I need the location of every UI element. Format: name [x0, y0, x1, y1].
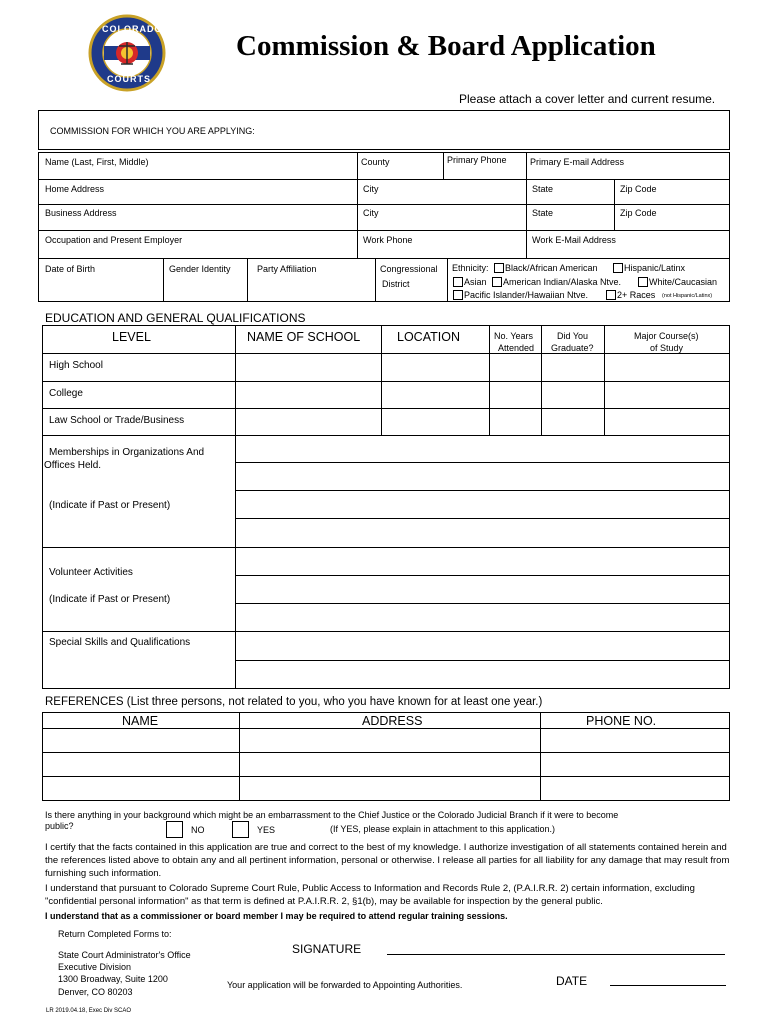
attach-note: Please attach a cover letter and current resume.: [459, 92, 716, 106]
col-graduate-2: Graduate?: [551, 343, 594, 353]
yes-checkbox[interactable]: [232, 821, 249, 838]
home-zip-label[interactable]: Zip Code: [620, 184, 657, 194]
if-yes-note: (If YES, please explain in attachment to this application.): [330, 824, 555, 834]
row-college: College: [49, 388, 83, 399]
ethnicity-checkbox-hispanic[interactable]: [613, 263, 623, 273]
memberships-label-2: Offices Held.: [44, 460, 102, 471]
ethnicity-option-asian: Asian: [464, 277, 487, 287]
gender-label[interactable]: Gender Identity: [169, 264, 231, 274]
ethnicity-checkbox-black[interactable]: [494, 263, 504, 273]
understand-text: I understand that pursuant to Colorado Supreme Court Rule, Public Access to Information and Records Rule 2, (P.A.I.R.R. 2) certain information, excluding "confidential personal information" as that term is defined at P.A.I.R.R. 2, §1(b), may be available for inspection by the general public.: [45, 883, 695, 907]
business-zip-label[interactable]: Zip Code: [620, 208, 657, 218]
forwarded-note: Your application will be forwarded to Appointing Authorities.: [227, 980, 463, 990]
row-high-school: High School: [49, 360, 103, 371]
return-forms-label: Return Completed Forms to:: [58, 929, 172, 939]
home-city-label[interactable]: City: [363, 184, 379, 194]
ethnicity-option-pacific: Pacific Islander/Hawaiian Ntve.: [464, 290, 589, 300]
background-question-1: Is there anything in your background which might be an embarrassment to the Chief Justice or the Colorado Judicial Branch if it were to become: [45, 810, 619, 820]
training-text: I understand that as a commissioner or board member I may be required to attend regular training sessions.: [45, 911, 508, 921]
references-title: REFERENCES (List three persons, not related to you, who you have known for at least one year.): [45, 696, 543, 708]
col-location: LOCATION: [397, 330, 460, 344]
yes-label: YES: [257, 825, 276, 835]
signature-line[interactable]: [387, 954, 725, 955]
certify-text: I certify that the facts contained in this application are true and correct to the best of my knowledge. I authorize investigation of all statements contained herein and the references listed above to obtain any and all pertinent information, personal or otherwise. I release all parties for all liability for any damage that may result from furnishing such information.: [45, 842, 730, 879]
primary-email-label[interactable]: Primary E-mail Address: [530, 157, 625, 167]
col-years-1: No. Years: [494, 331, 534, 341]
commission-label: COMMISSION FOR WHICH YOU ARE APPLYING:: [50, 126, 255, 136]
col-major-2: of Study: [650, 343, 684, 353]
dob-label[interactable]: Date of Birth: [45, 264, 96, 274]
ethnicity-label: Ethnicity:: [452, 263, 489, 273]
row-law-school: Law School or Trade/Business: [49, 415, 185, 426]
no-label: NO: [191, 825, 205, 835]
col-major-1: Major Course(s): [634, 331, 699, 341]
date-label: DATE: [556, 974, 588, 988]
col-school: NAME OF SCHOOL: [247, 330, 361, 344]
work-email-label[interactable]: Work E-Mail Address: [532, 235, 616, 245]
ethnicity-option-black: Black/African American: [505, 263, 598, 273]
address-line-3: 1300 Broadway, Suite 1200: [58, 974, 168, 984]
memberships-label-1: Memberships in Organizations And: [49, 447, 205, 458]
address-line-1: State Court Administrator's Office: [58, 950, 191, 960]
business-city-label[interactable]: City: [363, 208, 379, 218]
page-title: Commission & Board Application: [236, 30, 656, 62]
ethnicity-checkbox-american-indian[interactable]: [492, 277, 502, 287]
business-state-label[interactable]: State: [532, 208, 554, 218]
special-skills-label: Special Skills and Qualifications: [49, 637, 191, 648]
ref-col-address: ADDRESS: [362, 714, 423, 728]
ethnicity-option-white: White/Caucasian: [649, 277, 718, 287]
background-question-2: public?: [45, 821, 74, 831]
district-label: District: [382, 279, 410, 289]
seal-top-text: COLORADO: [102, 24, 163, 34]
primary-phone-label[interactable]: Primary Phone: [447, 155, 507, 165]
memberships-indicate: (Indicate if Past or Present): [49, 500, 171, 511]
volunteer-label: Volunteer Activities: [49, 567, 133, 578]
signature-label: SIGNATURE: [292, 942, 362, 956]
col-graduate-1: Did You: [557, 331, 589, 341]
occupation-label[interactable]: Occupation and Present Employer: [45, 235, 183, 245]
address-line-4: Denver, CO 80203: [58, 987, 133, 997]
ethnicity-option-hispanic: Hispanic/Latinx: [624, 263, 686, 273]
address-line-2: Executive Division: [58, 962, 132, 972]
col-level: LEVEL: [112, 330, 151, 344]
colorado-courts-seal: [88, 2, 166, 104]
ethnicity-option-two-plus: 2+ Races: [617, 290, 656, 300]
home-state-label[interactable]: State: [532, 184, 554, 194]
work-phone-label[interactable]: Work Phone: [363, 235, 413, 245]
seal-bottom-text: COURTS: [107, 74, 151, 84]
no-checkbox[interactable]: [166, 821, 183, 838]
ethnicity-checkbox-asian[interactable]: [453, 277, 463, 287]
ethnicity-checkbox-white[interactable]: [638, 277, 648, 287]
party-label[interactable]: Party Affiliation: [257, 264, 317, 274]
ethnicity-option-american-indian: American Indian/Alaska Ntve.: [503, 277, 622, 287]
seal-icon: [88, 2, 166, 104]
ref-col-phone: PHONE NO.: [586, 714, 657, 728]
ethnicity-checkbox-two-plus[interactable]: [606, 290, 616, 300]
col-years-2: Attended: [498, 343, 535, 353]
education-title: EDUCATION AND GENERAL QUALIFICATIONS: [45, 311, 306, 325]
ethnicity-checkbox-pacific[interactable]: [453, 290, 463, 300]
business-address-label[interactable]: Business Address: [45, 208, 117, 218]
name-label[interactable]: Name (Last, First, Middle): [45, 157, 149, 167]
county-label[interactable]: County: [361, 157, 390, 167]
volunteer-indicate: (Indicate if Past or Present): [49, 594, 171, 605]
date-line[interactable]: [610, 985, 726, 986]
form-id: LR 2019.04.18, Exec Div SCAO: [46, 1008, 132, 1014]
home-address-label[interactable]: Home Address: [45, 184, 105, 194]
congressional-label[interactable]: Congressional: [380, 264, 438, 274]
ref-col-name: NAME: [122, 714, 159, 728]
races-note: (not Hispanic/Latinx): [662, 293, 713, 299]
